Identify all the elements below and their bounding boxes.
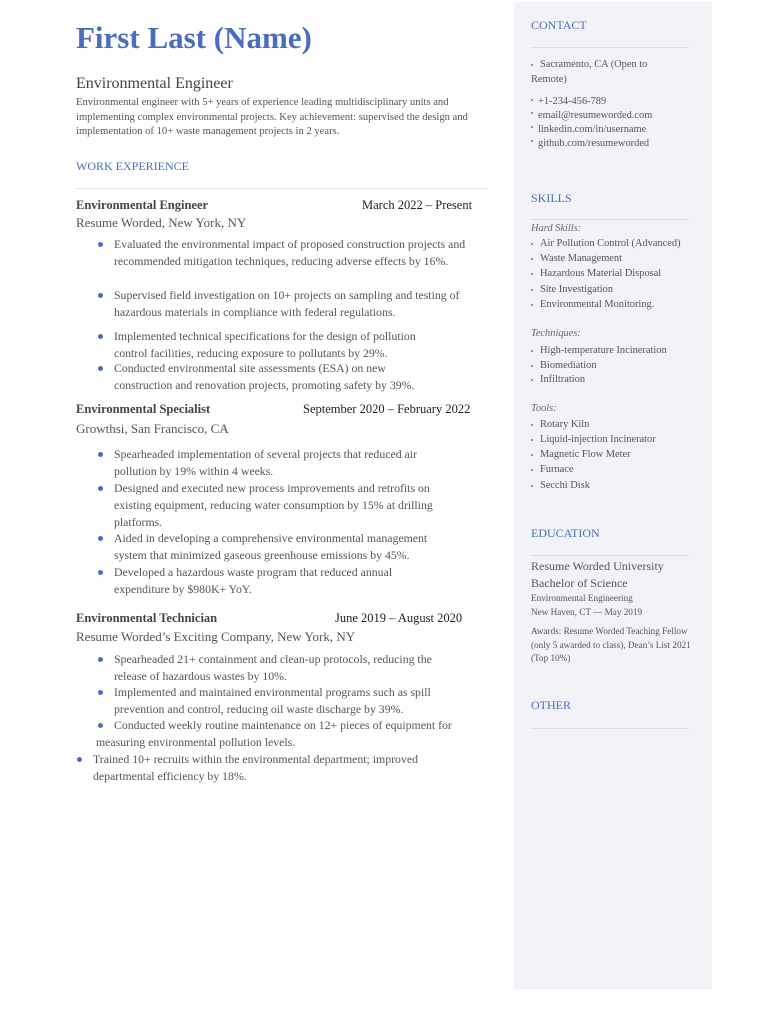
other-heading: OTHER (531, 698, 571, 712)
bullet-dot (531, 454, 533, 456)
job-company: Resume Worded, New York, NY (76, 215, 247, 230)
bullet-dot (98, 536, 103, 541)
bullet-dot (98, 690, 103, 695)
section-divider (531, 555, 689, 556)
bullet-dot (531, 243, 533, 245)
techniques-label: Techniques: (531, 328, 581, 339)
bullet-dot (98, 452, 103, 457)
job-dates: March 2022 – Present (362, 198, 473, 212)
tool-item: Furnace (540, 464, 574, 475)
bullet-dot (531, 469, 533, 471)
job-role: Environmental Engineer (76, 198, 209, 212)
job-role: Environmental Specialist (76, 402, 211, 416)
bullet-dot (531, 99, 533, 101)
bullet-dot (531, 304, 533, 306)
bullet-dot (77, 757, 82, 762)
bullet-text: Trained 10+ recruits within the environmental department; improved departmental efficiency by 18%. (93, 752, 418, 783)
tool-item: Secchi Disk (540, 480, 590, 491)
candidate-name: First Last (Name) (76, 20, 312, 55)
job-company: Growthsi, San Francisco, CA (76, 421, 229, 436)
bullet-dot (531, 140, 533, 142)
education-heading: EDUCATION (531, 526, 600, 540)
bullet-text: Conducted weekly routine maintenance on 12+ pieces of equipment for measuring environmental pollution levels. (96, 718, 452, 749)
bullet-dot (531, 439, 533, 441)
bullet-text: Implemented and maintained environmental programs such as spill prevention and control, reducing oil waste discharge by 39%. (114, 685, 431, 716)
contact-linkedin[interactable]: linkedin.com/in/username (538, 124, 647, 135)
contact-phone: +1-234-456-789 (538, 96, 607, 107)
skill-item: Air Pollution Control (Advanced) (540, 238, 681, 249)
field-of-study: Environmental Engineering (531, 593, 633, 603)
section-divider (531, 728, 689, 729)
skills-heading: SKILLS (531, 191, 572, 205)
bullet-text: Implemented technical specifications for the design of pollution control facilities, reducing exposure to pollutants by 29%. (114, 329, 416, 360)
job-company: Resume Worded’s Exciting Company, New York, NY (76, 629, 356, 644)
awards: Awards: Resume Worded Teaching Fellow (only 5 awarded to class), Dean’s List 2021 (Top 10%) (531, 626, 691, 663)
bullet-text: Supervised field investigation on 10+ projects on sampling and testing of hazardous materials in compliance with federal regulations. (114, 288, 460, 319)
bullet-text: Evaluated the environmental impact of proposed construction projects and recommended mitigation techniques, reducing adverse effects by 16%. (114, 237, 466, 268)
work-experience-heading: WORK EXPERIENCE (76, 159, 189, 173)
skill-item: Environmental Monitoring. (540, 299, 655, 310)
bullet-dot (531, 379, 533, 381)
education-location-date: New Haven, CT — May 2019 (531, 607, 643, 617)
skill-item: Hazardous Material Disposal (540, 268, 662, 279)
section-divider (76, 188, 487, 189)
bullet-dot (531, 273, 533, 275)
bullet-dot (98, 570, 103, 575)
section-divider (531, 219, 689, 220)
tool-item: Liquid-injection Incinerator (540, 434, 656, 445)
job-dates: June 2019 – August 2020 (335, 611, 463, 625)
bullet-dot (98, 293, 103, 298)
technique-item: High-temperature Incineration (540, 345, 667, 356)
bullet-text: Developed a hazardous waste program that reduced annual expenditure by $980K+ YoY. (114, 565, 393, 596)
bullet-dot (531, 424, 533, 426)
section-divider (531, 47, 689, 48)
technique-item: Infiltration (540, 374, 586, 385)
tool-item: Rotary Kiln (540, 419, 590, 430)
skill-item: Waste Management (540, 253, 622, 264)
bullet-text: Aided in developing a comprehensive environmental management system that minimized gaseous greenhouse emissions by 45%. (114, 531, 428, 562)
contact-heading: CONTACT (531, 18, 587, 32)
bullet-dot (531, 365, 533, 367)
bullet-text: Spearheaded implementation of several projects that reduced air pollution by 19% within 4 weeks. (114, 447, 417, 478)
bullet-dot (531, 485, 533, 487)
bullet-dot (531, 258, 533, 260)
bullet-dot (98, 657, 103, 662)
bullet-dot (531, 350, 533, 352)
contact-location: Sacramento, CA (Open to Remote) (531, 59, 648, 85)
degree: Bachelor of Science (531, 576, 628, 590)
tools-label: Tools: (531, 403, 557, 414)
tool-item: Magnetic Flow Meter (540, 449, 631, 460)
skill-item: Site Investigation (540, 284, 614, 295)
job-dates: September 2020 – February 2022 (303, 402, 471, 416)
technique-item: Biomediation (540, 360, 597, 371)
bullet-dot (98, 486, 103, 491)
contact-email[interactable]: email@resumeworded.com (538, 110, 653, 121)
hard-skills-label: Hard Skills: (531, 223, 582, 234)
bullet-dot (531, 289, 533, 291)
bullet-text: Designed and executed new process improvements and retrofits on existing equipment, reducing water consumption by 15% at drilling platforms. (114, 481, 433, 529)
bullet-dot (98, 334, 103, 339)
summary: Environmental engineer with 5+ years of experience leading multidisciplinary units and implementing complex environmental projects. Key achievement: supervised the design and implementation of 10+ waste management projects in 2 years. (76, 97, 468, 137)
bullet-dot (98, 366, 103, 371)
job-role: Environmental Technician (76, 611, 218, 625)
bullet-text: Spearheaded 21+ containment and clean-up protocols, reducing the release of hazardous wastes by 10%. (114, 652, 432, 683)
bullet-dot (531, 112, 533, 114)
contact-github[interactable]: github.com/resumeworded (538, 138, 650, 149)
bullet-dot (98, 242, 103, 247)
school-name: Resume Worded University (531, 559, 664, 573)
job-title: Environmental Engineer (76, 75, 233, 92)
bullet-text: Conducted environmental site assessments (ESA) on new construction and renovation projects, promoting safety by 39%. (114, 361, 415, 392)
bullet-dot (531, 126, 533, 128)
